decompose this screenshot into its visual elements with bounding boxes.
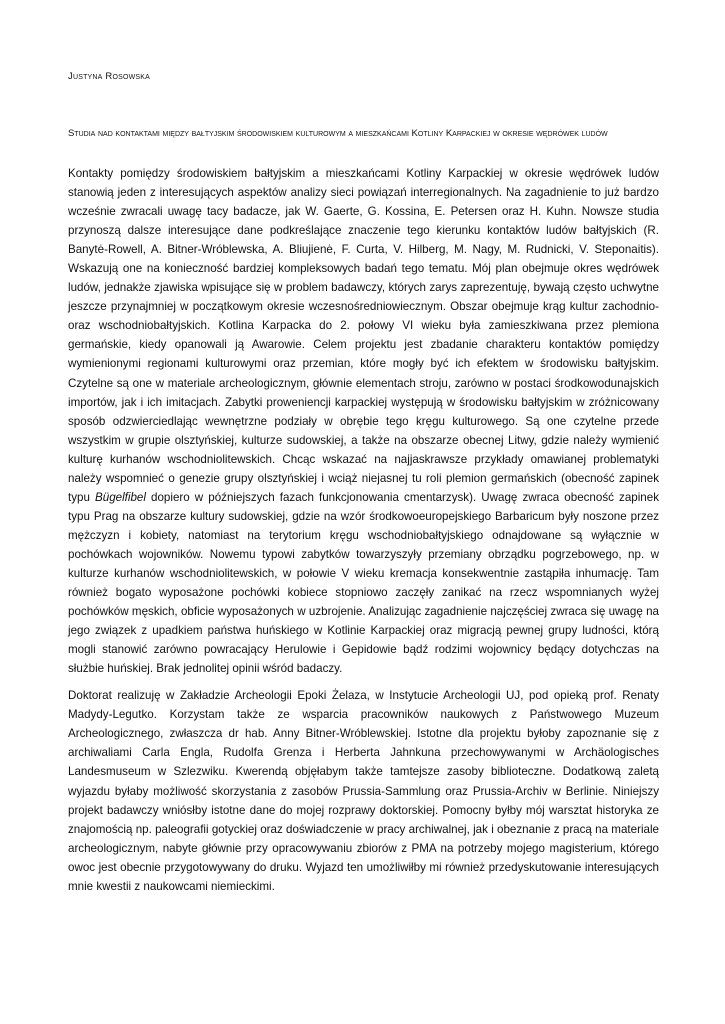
paragraph-1 <box>68 164 659 678</box>
document-body <box>68 164 659 904</box>
italic-term: Bügelfibel <box>95 490 146 504</box>
document-title: Studia nad kontaktami między bałtyjskim środowiskiem kulturowym a mieszkańcami Kotliny Karpackiej w okresie wędrówek ludów <box>68 128 608 139</box>
author-name: Justyna Rosowska <box>68 71 151 82</box>
paragraph-1-part-2: dopiero w późniejszych fazach funkcjonowania cmentarzysk). Uwagę zwraca obecność zapinek typu Prag na obszarze kultury sudowskiej, gdzie na wzór środkowoeuropejskiego Barbaricum były noszone przez mężczyzn i kobiety, natomiast na terytorium kręgu wschodniobałtyjskiego odnajdowane są wyłącznie w pochówkach wojowników. Nowemu typowi zabytków towarzyszyły przemiany obrządku pogrzebowego, np. w kulturze kurhanów wschodniolitewskich, w połowie V wieku kremacja konsekwentnie zastąpiła inhumację. Tam również bogato wyposażone pochówki kobiece stopniowo zaczęły zanikać na rzecz wspomnianych wyżej pochówków męskich, obficie wyposażonych w uzbrojenie. Analizując zagadnienie najczęściej zwraca się uwagę na jego związek z upadkiem państwa huńskiego w Kotlinie Karpackiej oraz migracją pewnej grupy ludności, którą mogli stanowić zarówno powracający Herulowie i Gepidowie bądź rodzimi wojownicy będący dotychczas na służbie huńskiej. Brak jednolitej opinii wśród badaczy. <box>68 490 659 676</box>
paragraph-2: Doktorat realizuję w Zakładzie Archeologii Epoki Żelaza, w Instytucie Archeologii UJ, pod opieką prof. Renaty Madydy-Legutko. Korzystam także ze wsparcia pracowników naukowych z Państwowego Muzeum Archeologicznego, zwłaszcza dr hab. Anny Bitner-Wróblewskiej. Istotne dla projektu byłoby zapoznanie się z archiwaliami Carla Engla, Rudolfa Grenza i Herberta Jahnkuna przechowywanymi w Archäologisches Landesmuseum w Szlezwiku. Kwerendą objęłabym także tamtejsze zasoby biblioteczne. Dodatkową zaletą wyjazdu byłaby możliwość skorzystania z zasobów Prussia-Sammlung oraz Prussia-Archiv w Berlinie. Niniejszy projekt badawczy wniósłby istotne dane do mojej rozprawy doktorskiej. Pomocny byłby mój warsztat historyka ze znajomością np. paleografii gotyckiej oraz doświadczenie w pracy archiwalnej, jak i obeznanie z pracą na materiale archeologicznym, nabyte głównie przy opracowywaniu zbiorów z PMA na potrzeby mojego magisterium, którego owoc jest obecnie przygotowywany do druku. Wyjazd ten umożliwiłby mi również przedyskutowanie interesujących mnie kwestii z naukowcami niemieckimi. <box>68 689 659 893</box>
paragraph-1-part-1: Kontakty pomiędzy środowiskiem bałtyjskim a mieszkańcami Kotliny Karpackiej w okresie wędrówek ludów stanowią jeden z interesujących aspektów analizy sieci powiązań interregionalnych. Na zagadnienie to już bardzo wcześnie zwracali uwagę tacy badacze, jak W. Gaerte, G. Kossina, E. Petersen oraz H. Kuhn. Nowsze studia przynoszą dalsze interesujące dane podkreślające znaczenie tego kierunku kontaktów ludów bałtyjskich (R. Banytė-Rowell, A. Bitner-Wróblewska, A. Bliujienė, F. Curta, V. Hilberg, M. Nagy, M. Rudnicki, V. Steponaitis). Wskazują one na konieczność bardziej kompleksowych badań tego tematu. Mój plan obejmuje okres wędrówek ludów, jednakże zjawiska wpisujące się w problem badawczy, których zarys zaprezentuję, bywają często uchwytne jeszcze przynajmniej w początkowym okresie wczesnośredniowiecznym. Obszar obejmuje krąg kultur zachodnio- oraz wschodniobałtyjskich. Kotlina Karpacka do 2. połowy VI wieku była zamieszkiwana przez plemiona germańskie, kiedy opanowali ją Awarowie. Celem projektu jest zbadanie charakteru kontaktów pomiędzy wymienionymi regionami kulturowymi oraz przemian, które mogły być ich efektem w środowisku bałtyjskim. Czytelne są one w materiale archeologicznym, głównie elementach stroju, zarówno w postaci środkowodunajskich importów, jak i ich imitacjach. Zabytki proweniencji karpackiej występują w środowisku bałtyjskim w zróżnicowany sposób odzwierciedlając wewnętrzne podziały w obrębie tego kręgu kulturowego. Są one czytelne przede wszystkim w grupie olsztyńskiej, kulturze sudowskiej, a także na obszarze obecnej Litwy, gdzie należy wymienić kulturę kurhanów wschodniolitewskich. Chcąc wskazać na najjaskrawsze przykłady omawianej problematyki należy wspomnieć o genezie grupy olsztyńskiej i wciąż niejasnej tu roli plemion germańskich (obecność zapinek typu <box>68 167 659 504</box>
